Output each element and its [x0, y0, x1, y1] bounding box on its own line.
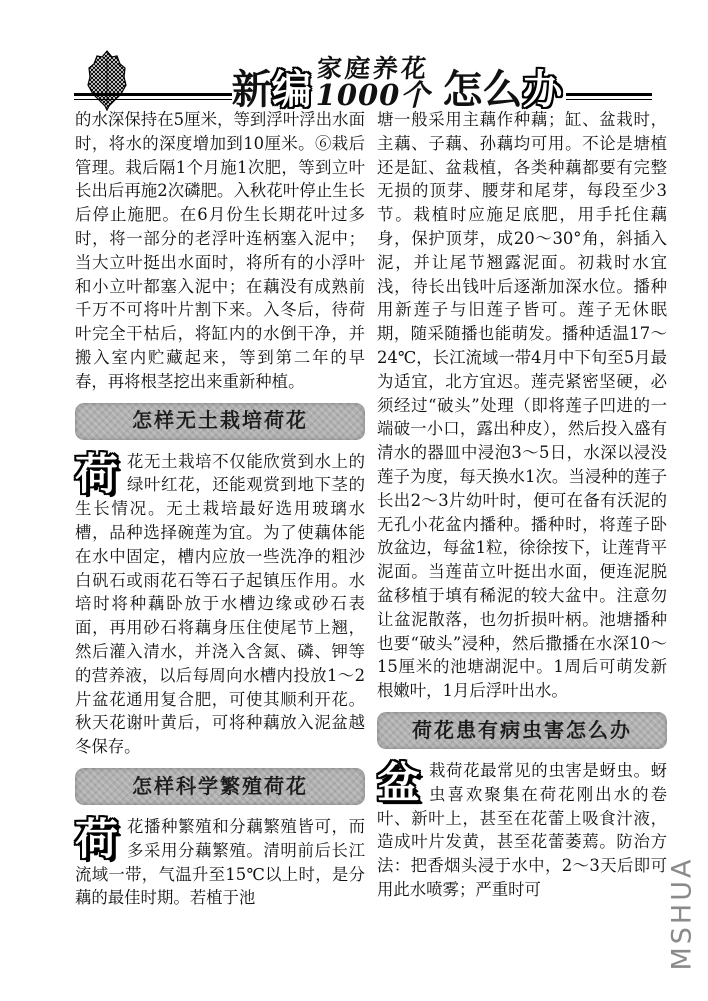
masthead-title-suffix-outline: 办: [522, 67, 563, 113]
masthead-rule-left: [74, 93, 232, 100]
section-heading-label: 荷花患有病虫害怎么办: [412, 717, 632, 742]
section-propagate-lotus-body: [75, 815, 365, 910]
section-heading-label: 怎样无土栽培荷花: [132, 408, 308, 433]
masthead-rule-right: [566, 93, 652, 100]
pinecone-emblem-icon: [84, 50, 130, 114]
section-heading-label: 怎样科学繁殖荷花: [132, 773, 308, 798]
dropcap-pen: 盆: [377, 758, 420, 809]
section-heading-propagate-lotus: [75, 768, 365, 805]
masthead-title-suffix-solid: 怎么: [442, 67, 523, 113]
masthead-title-prefix-outline: 编: [271, 67, 312, 113]
section-propagate-lotus-text: 花播种繁殖和分藕繁殖皆可，而多采用分藕繁殖。清明前后长江流域一带，气温升至15℃以上时，是分藕的最佳时期。若植于池: [75, 816, 365, 908]
watermark: MSHUA: [666, 856, 698, 971]
masthead-title: [231, 48, 563, 113]
masthead-title-stack: [316, 56, 431, 110]
masthead-title-series: 家庭养花: [315, 54, 431, 83]
section-heading-lotus-pests: [377, 712, 667, 749]
dropcap-he: 荷: [75, 814, 118, 865]
right-column: [377, 108, 667, 902]
section-soilless-lotus-body: [75, 450, 365, 759]
section-lotus-pests-text: 栽荷花最常见的虫害是蚜虫。蚜虫喜欢聚集在荷花刚出水的卷叶、新叶上，甚至在花蕾上吸食汁液，造成叶片发黄，甚至花蕾萎蔫。防治方法：把香烟头浸于水中，2～3天后即可用此水喷雾；严重时可: [377, 760, 667, 899]
section-lotus-pests-body: [377, 759, 667, 902]
dropcap-he: 荷: [75, 449, 118, 500]
right-continuation-paragraph: 塘一般采用主藕作种藕；缸、盆栽时，主藕、子藕、孙藕均可用。不论是塘植还是缸、盆栽植，各类种藕都要有完整无损的顶芽、腰芽和尾芽，每段至少3节。栽植时应施足底肥，用手托住藕身，保护顶芽，成20～30°角，斜插入泥，并让尾节翘露泥面。初栽时水宜浅，待长出钱叶后逐渐加深水位。播种用新莲子与旧莲子皆可。莲子无休眠期，随采随播也能萌发。播种适温17～24℃，长江流域一带4月中下旬至5月最为适宜，北方宜迟。莲壳紧密坚硬，必须经过“破头”处理（即将莲子凹进的一端破一小口，露出种皮），然后投入盛有清水的器皿中浸泡3～5日，水深以浸没莲子为度，每天换水1次。当浸种的莲子长出2～3片幼叶时，便可在备有沃泥的无孔小花盆内播种。播种时，将莲子卧放盆边，每盆1粒，徐徐按下，让莲背平泥面。当莲苗立叶挺出水面，便连泥脱盆移植于填有稀泥的较大盆中。注意勿让盆泥散落，也勿折损叶柄。池塘播种也要“破头”浸种，然后撒播在水深10～15厘米的池塘湖泥中。1周后可萌发新根嫩叶，1月后浮叶出水。: [377, 110, 667, 701]
left-column: [75, 108, 365, 910]
section-heading-soilless-lotus: [75, 403, 365, 440]
masthead-title-prefix-solid: 新: [231, 67, 272, 113]
masthead-title-count: 1000个: [315, 78, 431, 112]
left-continuation-paragraph: 的水深保持在5厘米，等到浮叶浮出水面时，将水的深度增加到10厘米。⑥栽后管理。栽后隔1个月施1次肥，等到立叶长出后再施2次磷肥。入秋花叶停止生长后停止施肥。在6月份生长期花叶过多时，将一部分的老浮叶连柄塞入泥中；当大立叶挺出水面时，将所有的小浮叶和小立叶都塞入泥中；在藕没有成熟前千万不可将叶片割下来。入冬后，待荷叶完全干枯后，将缸内的水倒干净，并搬入室内贮藏起来，等到第二年的早春，再将根茎挖出来重新种植。: [75, 110, 365, 391]
section-soilless-lotus-text: 花无土栽培不仅能欣赏到水上的绿叶红花，还能观赏到地下茎的生长情况。无土栽培最好选用玻璃水槽，品种选择碗莲为宜。为了使藕体能在水中固定，槽内应放一些洗净的粗沙白矾石或雨花石等石子起镇压作用。水培时将种藕卧放于水槽边缘或砂石表面，再用砂石将藕身压住使尾节上翘，然后灌入清水，并浇入含氮、磷、钾等的营养液，以后每周向水槽内投放1～2片盆花通用复合肥，可使其顺利开花。秋天花谢叶黄后，可将种藕放入泥盆越冬保存。: [75, 451, 365, 757]
